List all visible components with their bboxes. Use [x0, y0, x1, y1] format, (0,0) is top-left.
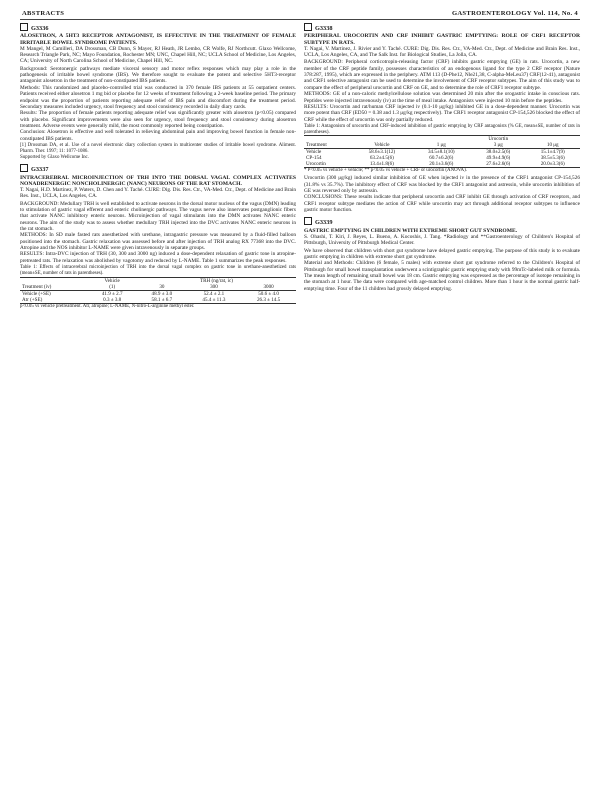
- header-rule: [20, 19, 580, 20]
- abstract-support: Supported by Glaxo Wellcome Inc.: [20, 154, 89, 160]
- table-header-cell: Treatment: [304, 142, 352, 149]
- table-footnote: p<0.05 vs vehicle pretreatment. Atr, atropine; L-NAME, N-nitro-L-arginine methyl ester.: [20, 303, 195, 309]
- table-cell: 20.1±3.6(6): [412, 161, 471, 168]
- table-header-cell: Urocortin: [471, 136, 525, 143]
- table-cell: Vehicle (+SE): [22, 290, 51, 297]
- table-cell: 48.9 ± 3.0: [151, 290, 173, 297]
- table-header-cell: Treatment (iv): [20, 284, 87, 291]
- left-column: [20, 23, 296, 314]
- abstract-paragraph: Material and Methods: Children (6 female, 5 males) with extreme short gut syndrome referred to the Children's Hospital of Pittsburgh for small bowel transplantation underwent a scintigraphic gastric emptying study with 99mTc-labeled milk or formula. The mean length of remaining small bowel was 18 cm. Gastric emptying was expressed as the percentage of isotope remaining in the stomach at 1 hour. The data were compared with age-matched control children. More than 1 hour is the normal gastric half-emptying time. Four of the 11 children had grossly delayed emptying.: [304, 260, 580, 292]
- running-header-left: ABSTRACTS: [22, 10, 65, 17]
- table-cell: 50.6 ± 4.0: [258, 290, 279, 297]
- abstract-paragraph: Methods: This randomized and placebo-controlled trial was conducted in 370 female IBS patients at 55 outpatient centers. Patients received either alosetron 1 mg bid or placebo for 12 weeks of treatment following a 2-week baseline period. The primary endpoint was the proportion of patients reporting adequate relief of IBS pain and discomfort during the treatment period. Secondary measures included urgency, stool frequency and stool consistency recorded in daily diary cards.: [20, 84, 296, 110]
- table-cell: 63.2±4.5(6): [369, 155, 394, 162]
- checkbox-icon: [20, 23, 28, 31]
- right-column: [304, 23, 580, 296]
- table-footnote: * P<0.05 vs vehicle + vehicle; ** p<0.05 vs vehicle + CRF or urocortin (ANOVA).: [304, 168, 467, 174]
- table-cell: Urocortin: [304, 161, 352, 168]
- abstract-G3336: [20, 23, 296, 160]
- table-header-cell: Vehicle: [352, 142, 411, 149]
- table-cell: 49.9±4.9(6): [486, 155, 511, 162]
- abstract-authors: S. Ohashi, T. Kiri, J. Reyes, L. Bueno, A. Kocoshis, J. Tang. *Radiology and **Gastroenterology of Children's Hospital of Pittsburgh, University of Pittsburgh Medical Center.: [304, 233, 580, 247]
- checkbox-icon: [304, 217, 312, 225]
- table-cell: 52.4 ± 2.1: [203, 290, 225, 297]
- checkbox-icon: [304, 23, 312, 31]
- abstract-title: PERIPHERAL UROCORTIN AND CRF INHIBIT GASTRIC EMPTYING: ROLE OF CRF1 RECEPTOR SUBTYPE IN RATS.: [304, 33, 580, 46]
- table-cell: 20.0±3.3(6): [526, 161, 581, 168]
- abstract-paragraph: Urocortin (300 μg/kg) induced similar inhibition of GE when injected iv in the presence of the CRF1 antagonist CP-154,526 (31.8% vs 35.7%). The inhibitory effect of CRF was blocked by the CRF1 antagonist and astressin, while urocortin inhibition of GE was reversed only by astressin.: [304, 175, 580, 194]
- abstract-paragraph: METHODS: In SD male fasted rats anesthetized with urethane, intragastric pressure was measured by a fluid-filled balloon positioned into the stomach. Gastric relaxation was assessed before and after injection of TRH analog RX 77368 into the DVC. Atropine and the NOS inhibitor L-NAME were given intravenously in separate groups.: [20, 232, 296, 252]
- table-cell: 13.4±1.8(6): [352, 161, 411, 168]
- table-header-cell: TRH (ng/rat, ic): [137, 277, 296, 284]
- abstract-paragraph: We have observed that children with short gut syndrome have delayed gastric emptying. The purpose of this study is to evaluate gastric emptying in children with extreme short gut syndrome.: [304, 247, 580, 260]
- table-cell: 15.1±4.7(9): [540, 149, 565, 156]
- abstract-authors: M Mangel, M Camilleri, DA Drossman, CB Dunn, S Mayer, RJ Heath, JR Lembo, CR Wolfe, RJ Northcutt. Glaxo Wellcome, Research Triangle Park, NC; Mayo Foundation, Rochester MN; UNC, Chapel Hill, NC; UCLA School of Medicine, Los Angeles, CA; University of North Carolina School of Medicine, Chapel Hill, NC.: [20, 45, 296, 65]
- abstract-paragraph: BACKGROUND: Medullary TRH is well established to activate neurons in the dorsal motor nucleus of the vagus (DMN) leading to stimulation of gastric vagal efferent and enteric cholinergic pathways. The vagus nerve also innervates postganglionic fibers that activate NANC inhibitory enteric neurons. Microinjection of vagal stimulants into the DMN activates NANC enteric neurons. The aim of the study was to assess whether medullary TRH injected into the DVC activates NANC enteric neurons in the rat stomach.: [20, 200, 296, 233]
- abstract-paragraph: Conclusion: Alosetron is effective and well tolerated in relieving abdominal pain and improving bowel function in female non-constipated IBS patients.: [20, 129, 296, 142]
- table-cell: 58.1 ± 6.7: [137, 297, 187, 304]
- table-caption: Table 1: Antagonism of urocortin and CRF-induced inhibition of gastric emptying by CRF antagonists (% GE, mean±SE, number of rats in parentheses).: [304, 123, 580, 135]
- abstract-paragraph: METHODS: GE of a non-caloric methylcellulose solution was determined 20 min after the orogastric intake in conscious rats. Peptides were injected intravenously (iv) at the time of meal intake. Antagonists were injected 10 min before the peptides.: [304, 91, 580, 104]
- checkbox-icon: [20, 164, 28, 172]
- table-header-cell: 1 μg: [412, 142, 471, 149]
- table-cell: 60.7±6.2(6): [429, 155, 454, 162]
- table-row: [20, 297, 296, 304]
- table-header-cell: 3000: [241, 284, 296, 291]
- abstract-paragraph: CONCLUSIONS: These results indicate that peripheral urocortin and CRF inhibit GE through activation of CRF receptors, and CRF1 receptor subtype mediates the action of CRF while urocortin may act through additional receptor subtypes to influence gastric motor function.: [304, 194, 580, 213]
- table-cell: Atr (+SE): [20, 297, 87, 304]
- abstract-paragraph: RESULTS: Intra-DVC injection of TRH (30, 300 and 3000 ng) induced a dose-dependent relaxation of gastric tone in atropine-pretreated rats. The relaxation was abolished by vagotomy and reduced by L-NAME. Table 1 summarizes the peak responses.: [20, 251, 296, 264]
- table-cell: CP-154: [306, 155, 322, 162]
- data-table: [20, 277, 296, 304]
- table-cell: 38.0±2.5(6): [486, 149, 511, 156]
- abstract-G3337: [20, 164, 296, 309]
- abstract-number: G3339: [315, 219, 333, 227]
- table-cell: Vehicle: [306, 149, 322, 156]
- abstract-reference: [1] Drossman DA, et al. Use of a novel electronic diary collection system in multicenter studies of irritable bowel syndrome. Aliment. Pharm. Ther. 1997; 11: 1077-1086.: [20, 142, 296, 154]
- abstract-G3339: [304, 217, 580, 292]
- table-row: [304, 161, 580, 168]
- table-caption: Table 1: Effects of intracerebral microinjection of TRH into the dorsal vagal complex on gastric tone in urethane-anesthetized rats (mean±SE, number of rats in parentheses).: [20, 265, 296, 276]
- table-header-cell: 300: [187, 284, 241, 291]
- abstract-number: G3337: [31, 166, 49, 174]
- abstract-paragraph: BACKGROUND: Peripheral corticotropin-releasing factor (CRF) inhibits gastric emptying (GE) in rats. Urocortin, a new member of the CRF peptide family, possesses characteristics of an endogenous ligand for the type 2 CRF receptor (Nature 378:287, 1995), which are expressed in the periphery. ATM 113 (D-Phe12, Nle21,38, C-alpha-MeLeu37) CRF(12-41), antagonist and CRF1 selective antagonist can be used to determine the involvement of CRF receptor subtypes. The aim of this study was to compare the effect of peripheral urocortin and CRF on GE, and to determine the role of CRF1 receptor subtype.: [304, 59, 580, 91]
- table-cell: 27.6±2.6(6): [471, 161, 525, 168]
- abstract-authors: T. Nagai, V. Martinez, J. Rivier and Y. Taché. CURE: Dig. Dis. Res. Ctr., VA-Med. Ctr., Dept. of Medicine and Brain Res. Inst., UCLA, Los Angeles, CA, and The Salk Inst. for Biological Studies, La Jolla, CA.: [304, 45, 580, 59]
- table-cell: 45.4 ± 11.3: [187, 297, 241, 304]
- abstract-title: GASTRIC EMPTYING IN CHILDREN WITH EXTREME SHORT GUT SYNDROME.: [304, 227, 518, 234]
- abstract-number: G3336: [31, 25, 49, 32]
- table-cell: 26.3 ± 14.5: [241, 297, 296, 304]
- table-header-cell: (1): [87, 284, 137, 291]
- abstract-authors: T. Nagai, H.D. Martinez, P. Waters, D. Chen and Y. Taché. CURE: Dig. Dis. Res. Ctr., VA-Med. Ctr., Dept. of Medicine and Brain Res. Inst., UCLA, Los Angeles, CA.: [20, 187, 296, 200]
- abstract-title: ALOSETRON, A 5HT3 RECEPTOR ANTAGONIST, IS EFFECTIVE IN THE TREATMENT OF FEMALE IRRITABLE BOWEL SYNDROME PATIENTS.: [20, 33, 296, 46]
- table-cell: 38.5±5.3(6): [540, 155, 565, 162]
- table-cell: 58.6±3.1(12): [368, 149, 396, 156]
- table-header-cell: 3 μg: [471, 142, 525, 149]
- running-header-right: GASTROENTEROLOGY Vol. 114, No. 4: [451, 10, 578, 17]
- abstract-title: INTRACEREBRAL MICROINJECTION OF TRH INTO THE DORSAL VAGAL COMPLEX ACTIVATES NONADRENERGIC NONCHOLINERGIC (NANC) NEURONS OF THE RAT STOMACH.: [20, 174, 296, 187]
- abstract-paragraph: Results: The proportion of female patients reporting adequate relief was significantly greater with alosetron (p<0.05) compared with placebo. Significant improvements were also seen for urgency, stool frequency and stool consistency during alosetron treatment. Adverse events were generally mild, the most commonly reported being constipation.: [20, 110, 296, 129]
- table-header-cell: Vehicle: [87, 277, 137, 284]
- table-cell: 41.9 ± 2.7: [101, 290, 123, 297]
- table-cell: 34.5±8.1(10): [428, 149, 455, 156]
- data-table: [304, 135, 580, 168]
- abstract-paragraph: RESULTS: Urocortin and rat/human CRF injected iv (0.1-10 μg/kg) inhibited GE in a dose-dependent manner. Urocortin was more potent than CRF (ED50 = 0.38 and 1.3 μg/kg respectively). The CRF1 receptor antagonist CP-154,526 blocked the effect of CRF while the effect of urocortin was only partially reduced.: [304, 103, 580, 123]
- abstract-number: G3338: [315, 25, 333, 32]
- abstract-paragraph: Background: Serotonergic pathways mediate visceral sensory and motor reflex responses which may play a role in the pathogenesis of irritable bowel syndrome (IBS). We therefore sought to evaluate the potent and selective 5HT3-receptor antagonist alosetron in the treatment of non-constipated IBS patients.: [20, 65, 296, 85]
- table-cell: 0.3 ± 3.8: [87, 297, 137, 304]
- abstract-G3338: [304, 23, 580, 213]
- table-header-cell: 30: [137, 284, 187, 291]
- table-header-cell: 10 μg: [526, 142, 581, 149]
